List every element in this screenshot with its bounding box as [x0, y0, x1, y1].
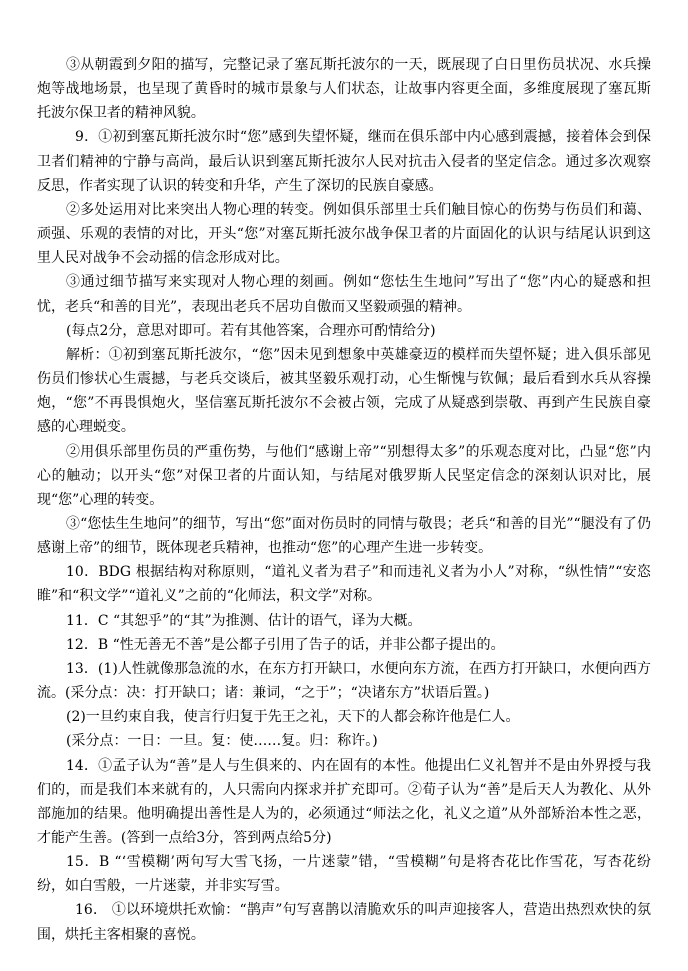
- paragraph-q9-scoring: (每点2分，意思对即可。若有其他答案，合理亦可酌情给分): [66, 322, 436, 339]
- paragraph-q10: 10．BDG 根据结构对称原则，“道礼义者为君子”和而违礼义者为小人”对称，“纵性情”“安恣睢”和“积文学”“道礼义”之前的“化师法，积文学”对称。: [37, 564, 651, 605]
- paragraph-q9-analysis3: ③“您怯生生地问”的细节，写出“您”面对伤员时的同情与敬畏；老兵“和善的目光”“腿没有了仍感谢上帝”的细节，既体现老兵精神，也推动“您”的心理产生进一步转变。: [37, 515, 651, 557]
- answer-document: [37, 53, 651, 947]
- paragraph-q9-point1: 9．①初到塞瓦斯托波尔时“您”感到失望怀疑，继而在俱乐部中内心感到震撼，接着体会到保卫者们精神的宁静与高尚，最后认识到塞瓦斯托波尔人民对抗击入侵者的坚定信念。通过多次观察反思，作者实现了认识的转变和升华，产生了深切的民族自豪感。: [37, 129, 651, 194]
- paragraph-q14: 14．①孟子认为“善”是人与生俱来的、内在固有的本性。他提出仁义礼智并不是由外界授与我们的，而是我们本来就有的，人只需向内探求并扩充即可。②荀子认为“善”是后天人为教化、从外部施加的结果。他明确提出善性是人为的，必须通过“师法之化，礼义之道”从外部矫治本性之恶，才能产生善。(答到一点给3分，答到两点给5分): [37, 757, 651, 846]
- paragraph-q9-analysis1: 解析：①初到塞瓦斯托波尔，“您”因未见到想象中英雄豪迈的模样而失望怀疑；进入俱乐部见伤员们惨状心生震撼，与老兵交谈后，被其坚毅乐观打动，心生惭愧与钦佩；最后看到水兵从容操炮，“您”不再畏惧炮火，坚信塞瓦斯托波尔不会被占领，完成了从疑惑到崇敬、再到产生民族自豪感的心理蜕变。: [37, 346, 651, 436]
- paragraph-q11: 11．C “其恕乎”的“其”为推测、估计的语气，译为大概。: [66, 612, 422, 629]
- paragraph-q9-point2: ②多处运用对比来突出人物心理的转变。例如俱乐部里士兵们触目惊心的伤势与伤员们和蔼、顽强、乐观的表情的对比，开头“您”对塞瓦斯托波尔战争保卫者的片面固化的认识与结尾认识到这里人民对战争不会动摇的信念形成对比。: [37, 201, 651, 267]
- paragraph-q13-part2: (2)一旦约束自我，使言行归复于先王之礼，天下的人都会称许他是仁人。: [66, 709, 520, 726]
- paragraph-q13-part1: 13．(1)人性就像那急流的水，在东方打开缺口，水便向东方流，在西方打开缺口，水便向西方流。(采分点：决：打开缺口；诸：兼词，“之于”；“决诸东方”状语后置。): [37, 660, 651, 702]
- paragraph-q9-point3: ③通过细节描写来实现对人物心理的刻画。例如“您怯生生地问”写出了“您”内心的疑惑和担忧，老兵“和善的目光”，表现出老兵不居功自傲而又坚毅顽强的精神。: [37, 274, 651, 315]
- paragraph-q12: 12．B “性无善无不善”是公都子引用了告子的话，并非公都子提出的。: [66, 636, 505, 653]
- paragraph-q8-point3: ③从朝霞到夕阳的描写，完整记录了塞瓦斯托波尔的一天，既展现了白日里伤员状况、水兵操炮等战地场景，也呈现了黄昏时的城市景象与人们状态，让故事内容更全面，多维度展现了塞瓦斯托波尔保卫者的精神风貌。: [37, 57, 651, 122]
- paragraph-q13-scoring: (采分点：一日：一旦。复：使……复。归：称许。): [66, 733, 378, 750]
- paragraph-q15: 15．B “‘雪模糊’两句写大雪飞扬，一片迷蒙”错，“雪模糊”句是将杏花比作雪花，写杏花纷纷，如白雪般，一片迷蒙，并非实写雪。: [37, 854, 651, 895]
- paragraph-q9-analysis2: ②用俱乐部里伤员的严重伤势，与他们“感谢上帝”“别想得太多”的乐观态度对比，凸显“您”内心的触动；以开头“您”对保卫者的片面认知，与结尾对俄罗斯人民坚定信念的深刻认识对比，展现“您”心理的转变。: [37, 443, 651, 508]
- paragraph-q16: 16． ①以环境烘托欢愉：“鹊声”句写喜鹊以清脆欢乐的叫声迎接客人，营造出热烈欢快的氛围，烘托主客相聚的喜悦。: [37, 902, 651, 943]
